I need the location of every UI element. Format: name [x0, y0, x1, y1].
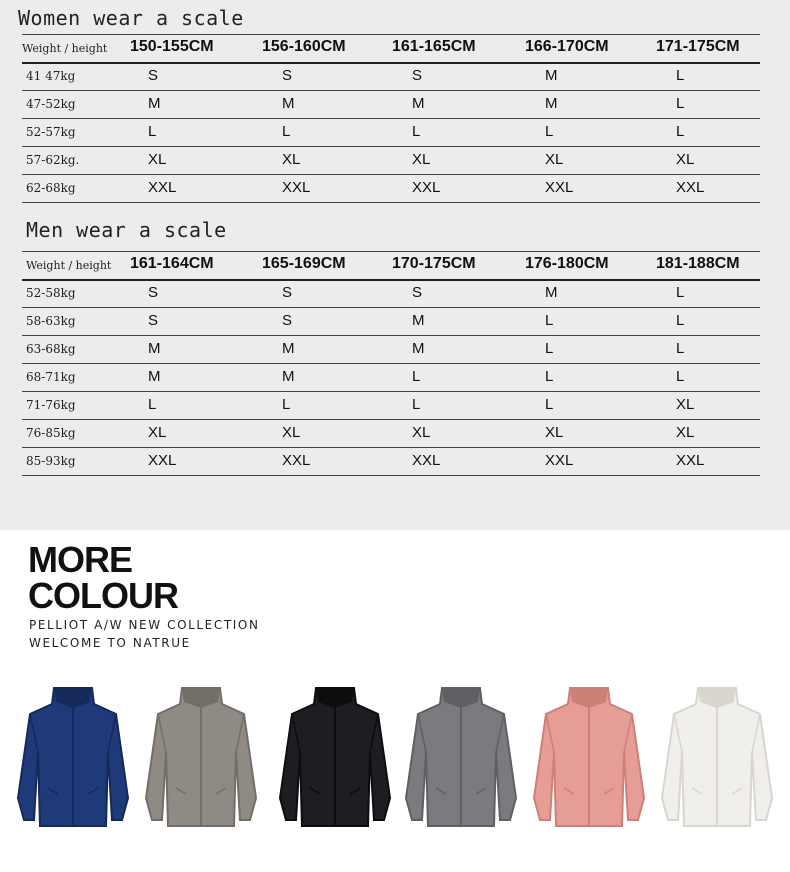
table-divider [22, 118, 760, 119]
size-cell: M [412, 340, 425, 357]
height-column-header: 156-160CM [262, 38, 346, 55]
promo-welcome-text: WELCOME TO NATRUE [29, 636, 191, 650]
size-cell: XXL [676, 452, 705, 469]
table-divider [22, 475, 760, 476]
size-cell: L [412, 123, 421, 140]
size-cell: XXL [676, 179, 705, 196]
weight-row-label: 62-68kg [26, 181, 76, 195]
table-divider [22, 174, 760, 175]
size-cell: M [545, 95, 558, 112]
size-cell: XXL [148, 179, 177, 196]
size-cell: S [282, 67, 293, 84]
size-cell: XXL [282, 179, 311, 196]
size-cell: L [412, 368, 421, 385]
promo-collection-text: PELLIOT A/W NEW COLLECTION [29, 618, 260, 632]
size-cell: S [148, 312, 159, 329]
table-divider [22, 251, 760, 252]
size-cell: M [545, 284, 558, 301]
size-cell: M [282, 368, 295, 385]
size-cell: S [282, 312, 293, 329]
size-cell: M [148, 368, 161, 385]
size-cell: L [545, 396, 554, 413]
size-cell: M [148, 95, 161, 112]
size-cell: XL [676, 151, 695, 168]
more-colour-banner [0, 530, 790, 872]
promo-headline-line-1: MORE [28, 539, 132, 580]
height-column-header: 165-169CM [262, 255, 346, 272]
size-cell: XL [412, 151, 431, 168]
size-cell: XL [148, 424, 167, 441]
size-cell: L [676, 123, 685, 140]
table-divider [22, 90, 760, 91]
height-column-header: 176-180CM [525, 255, 609, 272]
height-column-header: 170-175CM [392, 255, 476, 272]
size-cell: L [545, 368, 554, 385]
table-divider [22, 62, 760, 64]
black-fleece-jacket [274, 678, 396, 830]
size-cell: L [412, 396, 421, 413]
size-cell: M [545, 67, 558, 84]
table-divider [22, 419, 760, 420]
size-cell: M [412, 312, 425, 329]
size-cell: L [676, 95, 685, 112]
size-cell: S [412, 67, 423, 84]
size-cell: XXL [148, 452, 177, 469]
header-weight-height-label: Weight / height [22, 42, 108, 55]
weight-row-label: 47-52kg [26, 97, 76, 111]
size-cell: L [282, 123, 291, 140]
table-divider [22, 335, 760, 336]
size-cell: L [676, 340, 685, 357]
size-cell: XL [545, 151, 564, 168]
height-column-header: 181-188CM [656, 255, 740, 272]
size-cell: M [282, 340, 295, 357]
table-divider [22, 447, 760, 448]
weight-row-label: 58-63kg [26, 314, 76, 328]
taupe-fleece-jacket [140, 678, 262, 830]
weight-row-label: 57-62kg. [26, 153, 80, 167]
grey-fleece-jacket [400, 678, 522, 830]
size-cell: XL [412, 424, 431, 441]
size-cell: M [412, 95, 425, 112]
height-column-header: 161-164CM [130, 255, 214, 272]
size-cell: XL [282, 151, 301, 168]
size-cell: S [148, 284, 159, 301]
height-column-header: 150-155CM [130, 38, 214, 55]
size-cell: XL [545, 424, 564, 441]
size-cell: S [282, 284, 293, 301]
size-cell: L [545, 123, 554, 140]
header-weight-height-label: Weight / height [26, 259, 112, 272]
size-cell: S [412, 284, 423, 301]
weight-row-label: 76-85kg [26, 426, 76, 440]
weight-row-label: 85-93kg [26, 454, 76, 468]
size-cell: L [282, 396, 291, 413]
size-cell: XL [148, 151, 167, 168]
size-cell: L [676, 284, 685, 301]
size-cell: XXL [545, 179, 574, 196]
weight-row-label: 71-76kg [26, 398, 76, 412]
table-divider [22, 363, 760, 364]
table-divider [22, 279, 760, 281]
height-column-header: 166-170CM [525, 38, 609, 55]
weight-row-label: 52-57kg [26, 125, 76, 139]
promo-headline-line-2: COLOUR [28, 575, 178, 616]
weight-row-label: 68-71kg [26, 370, 76, 384]
size-cell: XXL [545, 452, 574, 469]
navy-fleece-jacket [12, 678, 134, 830]
size-cell: XL [282, 424, 301, 441]
size-cell: M [282, 95, 295, 112]
size-cell: M [148, 340, 161, 357]
size-cell: XL [676, 396, 695, 413]
size-cell: XL [676, 424, 695, 441]
height-column-header: 171-175CM [656, 38, 740, 55]
table-divider [22, 146, 760, 147]
white-fleece-jacket [656, 678, 778, 830]
table-divider [22, 34, 760, 35]
size-cell: XXL [412, 179, 441, 196]
size-cell: L [545, 312, 554, 329]
size-cell: L [148, 123, 157, 140]
weight-row-label: 41 47kg [26, 69, 76, 83]
pink-fleece-jacket [528, 678, 650, 830]
women-chart-title: Women wear a scale [18, 6, 244, 30]
size-cell: XXL [282, 452, 311, 469]
size-cell: L [676, 67, 685, 84]
men-chart-title: Men wear a scale [26, 218, 227, 242]
size-cell: L [676, 312, 685, 329]
size-cell: S [148, 67, 159, 84]
size-cell: XXL [412, 452, 441, 469]
weight-row-label: 63-68kg [26, 342, 76, 356]
table-divider [22, 202, 760, 203]
size-cell: L [676, 368, 685, 385]
table-divider [22, 307, 760, 308]
weight-row-label: 52-58kg [26, 286, 76, 300]
height-column-header: 161-165CM [392, 38, 476, 55]
size-cell: L [148, 396, 157, 413]
table-divider [22, 391, 760, 392]
size-cell: L [545, 340, 554, 357]
